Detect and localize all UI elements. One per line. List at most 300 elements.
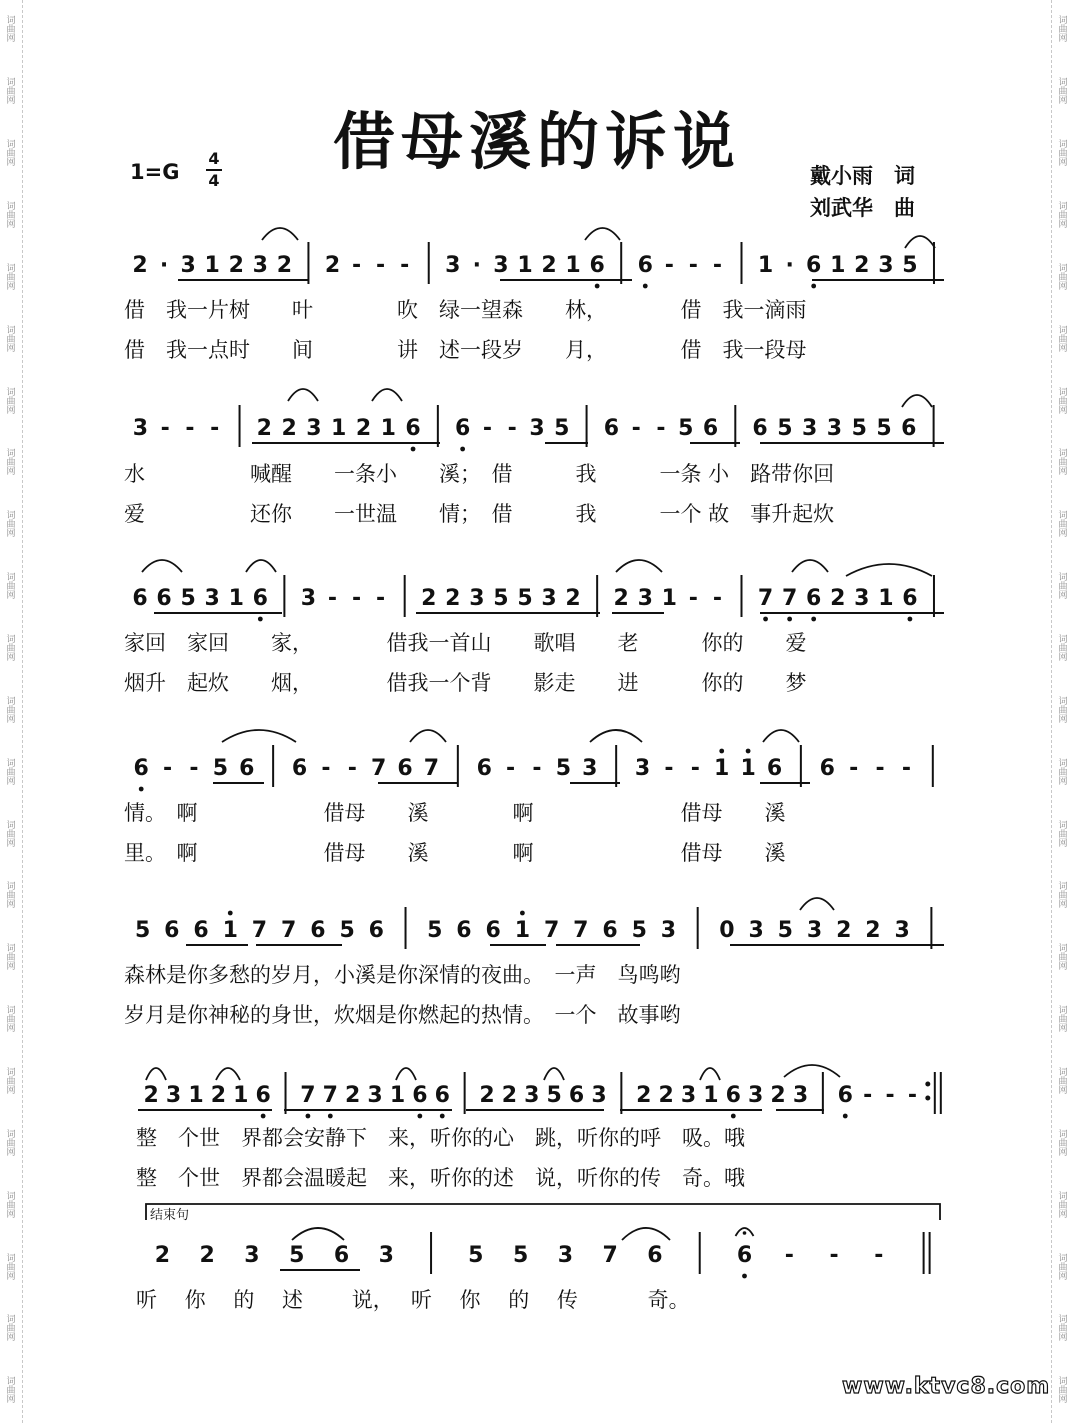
note: 0 <box>719 918 735 943</box>
time-signature-bottom: 4 <box>208 171 220 190</box>
slur <box>700 1068 720 1080</box>
note: 2 <box>210 1083 227 1108</box>
edge-mark: 词曲网 <box>6 1253 16 1282</box>
note: 6 <box>736 1243 753 1268</box>
note: 2 <box>613 586 629 611</box>
note: - <box>347 756 357 781</box>
note: 5 <box>631 918 647 943</box>
edge-mark: 词曲网 <box>1058 820 1068 849</box>
note: 5 <box>902 253 918 278</box>
upper-octave-dot <box>228 911 233 916</box>
note: - <box>376 253 386 278</box>
lyric-line: 整 个世 界都会温暖起 来，听你的述 说，听你的传 奇。哦 <box>136 1166 745 1190</box>
note: 5 <box>289 1243 305 1268</box>
note: 7 <box>251 918 268 943</box>
note: 3 <box>180 253 196 278</box>
note: - <box>482 416 492 441</box>
note: 3 <box>557 1243 574 1268</box>
slur <box>396 1068 416 1080</box>
note: 2 <box>865 918 881 943</box>
note: 6 <box>133 756 149 781</box>
time-signature-top: 4 <box>208 149 220 168</box>
slur <box>622 1228 670 1240</box>
note: - <box>688 586 698 611</box>
note: 5 <box>554 416 570 441</box>
note: 2 <box>276 253 293 278</box>
note: 3 <box>894 918 910 943</box>
edge-mark: 词曲网 <box>6 882 16 911</box>
note: · <box>785 253 794 278</box>
note: 6 <box>255 1083 271 1108</box>
site-watermark: www.ktvc8.com <box>842 1374 1051 1399</box>
note: - <box>400 253 410 278</box>
edge-mark: 词曲网 <box>6 78 16 107</box>
note: 7 <box>602 1243 618 1268</box>
note: 1 <box>714 756 730 781</box>
ending-label: 结束句 <box>150 1208 190 1223</box>
edge-mark: 词曲网 <box>1058 758 1068 787</box>
lyricist-credit: 戴小雨 词 <box>810 164 915 188</box>
note: 5 <box>851 416 867 441</box>
note: - <box>532 756 542 781</box>
note: 6 <box>752 416 768 441</box>
edge-mark: 词曲网 <box>6 944 16 973</box>
note: 3 <box>378 1243 394 1268</box>
edge-mark: 词曲网 <box>6 1068 16 1097</box>
slur <box>784 1065 840 1077</box>
note: 5 <box>180 586 196 611</box>
note: - <box>712 586 723 611</box>
repeat-dot <box>925 1096 930 1101</box>
slur <box>846 564 932 576</box>
slur <box>800 898 834 910</box>
edge-mark: 词曲网 <box>1058 944 1068 973</box>
repeat-dot <box>925 1082 930 1087</box>
note: 6 <box>368 918 384 943</box>
note: 3 <box>204 586 220 611</box>
note: 3 <box>367 1083 383 1108</box>
lower-octave-dot <box>742 1274 747 1279</box>
note: 1 <box>389 1083 406 1108</box>
lower-octave-dot <box>787 617 792 622</box>
note: 2 <box>836 918 852 943</box>
note: - <box>784 1243 794 1268</box>
note: 3 <box>252 253 268 278</box>
edge-mark: 词曲网 <box>6 202 16 230</box>
lyric-line: 森林是你多愁的岁月，小溪是你深情的夜曲。 一声 鸟鸣哟 <box>124 963 681 987</box>
note: 3 <box>541 586 557 611</box>
note: 2 <box>143 1083 159 1108</box>
slur <box>902 395 932 407</box>
note: 7 <box>281 918 297 943</box>
note: - <box>863 1083 873 1108</box>
note: 2 <box>636 1083 652 1108</box>
lower-octave-dot <box>843 1114 848 1119</box>
composer-credit: 刘武华 曲 <box>810 196 915 220</box>
lower-octave-dot <box>811 284 816 289</box>
lower-octave-dot <box>139 787 144 792</box>
note: 6 <box>454 416 471 441</box>
note: 2 <box>228 253 244 278</box>
slur <box>616 560 662 572</box>
edge-mark: 词曲网 <box>1058 325 1068 354</box>
note: 3 <box>493 253 509 278</box>
note: 7 <box>423 756 440 781</box>
note: 7 <box>573 918 589 943</box>
lyric-line: 岁月是你神秘的身世，炊烟是你燃起的热情。 一个 故事哟 <box>124 1003 681 1027</box>
note: 2 <box>355 416 372 441</box>
lyric-line: 听 你 的 述 说， 听 你 的 传 奇。 <box>136 1288 690 1312</box>
lyric-line: 爱 还你 一世温 情； 借 我 一个 故 事升起炊 <box>124 502 835 526</box>
note: 3 <box>680 1083 697 1108</box>
note: 1 <box>565 253 581 278</box>
edge-mark: 词曲网 <box>6 696 16 725</box>
note: 2 <box>501 1083 518 1108</box>
note: 6 <box>902 586 918 611</box>
slur <box>544 1068 564 1080</box>
lyric-line: 借 我一片树 叶 吹 绿一望森 林， 借 我一滴雨 <box>124 298 807 322</box>
note: 6 <box>602 918 618 943</box>
note: 2 <box>770 1083 786 1108</box>
note: 1 <box>878 586 894 611</box>
note: 1 <box>517 253 533 278</box>
note: - <box>185 416 195 441</box>
note: 3 <box>445 253 461 278</box>
edge-mark: 词曲网 <box>6 1315 16 1344</box>
note: 6 <box>485 918 501 943</box>
note: 6 <box>164 918 180 943</box>
note: 5 <box>777 918 793 943</box>
edge-mark: 词曲网 <box>1058 511 1068 540</box>
lower-octave-dot <box>261 1114 266 1119</box>
slur <box>262 228 298 240</box>
note: - <box>351 253 362 278</box>
note: 2 <box>132 253 148 278</box>
note: · <box>472 253 482 278</box>
note: - <box>901 756 911 781</box>
lyric-line: 整 个世 界都会安静下 来，听你的心 跳，听你的呼 吸。哦 <box>136 1126 745 1150</box>
edge-mark: 词曲网 <box>1058 696 1068 725</box>
edge-mark: 词曲网 <box>6 820 16 849</box>
slur <box>905 236 935 248</box>
note: 6 <box>193 918 209 943</box>
edge-mark: 词曲网 <box>1058 202 1068 230</box>
edge-mark: 词曲网 <box>1058 449 1068 478</box>
note: - <box>849 756 859 781</box>
note: 6 <box>702 416 719 441</box>
edge-mark: 词曲网 <box>1058 16 1068 45</box>
lower-octave-dot <box>643 284 648 289</box>
note: 5 <box>876 416 892 441</box>
note: 5 <box>546 1083 562 1108</box>
note: 1 <box>188 1083 204 1108</box>
note: 2 <box>345 1083 361 1108</box>
edge-mark: 词曲网 <box>6 1129 16 1158</box>
note: 1 <box>380 416 396 441</box>
note: 1 <box>661 586 677 611</box>
note: 2 <box>421 586 437 611</box>
note: 3 <box>132 416 149 441</box>
note: 2 <box>281 416 297 441</box>
slur <box>590 730 642 742</box>
note: 3 <box>748 918 764 943</box>
edge-mark: 词曲网 <box>1058 387 1068 416</box>
note: 6 <box>725 1083 741 1108</box>
slur <box>410 730 446 742</box>
note: 3 <box>634 756 651 781</box>
note: 3 <box>660 918 677 943</box>
note: 2 <box>324 253 341 278</box>
note: 6 <box>456 918 472 943</box>
note: 6 <box>310 918 326 943</box>
note: 2 <box>154 1243 171 1268</box>
note: 5 <box>555 756 572 781</box>
lower-octave-dot <box>328 1114 333 1119</box>
note: 6 <box>132 586 148 611</box>
note: 5 <box>777 416 793 441</box>
note: 6 <box>333 1243 350 1268</box>
note: - <box>656 416 666 441</box>
note: 3 <box>306 416 322 441</box>
note: 6 <box>637 253 653 278</box>
note: - <box>664 253 674 278</box>
note: 3 <box>300 586 317 611</box>
edge-mark: 词曲网 <box>6 387 16 416</box>
lyric-line: 水 喊醒 一条小 溪； 借 我 一条 小 路带你回 <box>124 462 835 486</box>
lyric-line: 里。 啊 借母 溪 啊 借母 溪 <box>124 841 786 865</box>
note: 7 <box>781 586 798 611</box>
ending-bracket <box>146 1204 940 1220</box>
slur <box>585 228 620 240</box>
note: 5 <box>212 756 229 781</box>
note: 1 <box>204 253 220 278</box>
note: 2 <box>541 253 557 278</box>
lower-octave-dot <box>411 447 416 452</box>
edge-mark: 词曲网 <box>1058 1068 1068 1097</box>
note: 3 <box>469 586 485 611</box>
note: 7 <box>371 756 387 781</box>
note: 2 <box>830 586 846 611</box>
edge-mark: 词曲网 <box>6 635 16 664</box>
note: 6 <box>819 756 835 781</box>
note: - <box>189 756 199 781</box>
edge-mark: 词曲网 <box>6 1006 16 1035</box>
note: 3 <box>792 1083 809 1108</box>
edge-mark: 词曲网 <box>1058 78 1068 107</box>
note: 5 <box>493 586 509 611</box>
note: 6 <box>603 416 620 441</box>
note: 6 <box>434 1083 450 1108</box>
lower-octave-dot <box>306 1114 311 1119</box>
edge-mark: 词曲网 <box>6 511 16 540</box>
edge-mark: 词曲网 <box>1058 573 1068 602</box>
note: 3 <box>582 756 598 781</box>
edge-mark: 词曲网 <box>1058 882 1068 911</box>
lyric-line: 情。 啊 借母 溪 啊 借母 溪 <box>124 801 786 825</box>
lower-octave-dot <box>440 1114 445 1119</box>
upper-octave-dot <box>719 749 724 754</box>
note: - <box>875 756 885 781</box>
lyric-line: 借 我一点时 间 讲 述一段岁 月， 借 我一段母 <box>124 338 807 362</box>
upper-octave-dot <box>746 749 751 754</box>
note: - <box>327 586 338 611</box>
note: 3 <box>854 586 870 611</box>
note: 5 <box>678 416 694 441</box>
note: 1 <box>228 586 244 611</box>
edge-mark: 词曲网 <box>1058 1315 1068 1344</box>
slur <box>146 1068 166 1080</box>
edge-mark: 词曲网 <box>6 140 16 169</box>
note: 2 <box>854 253 870 278</box>
lower-octave-dot <box>417 1114 422 1119</box>
slur <box>763 730 799 742</box>
note: - <box>631 416 641 441</box>
slur <box>288 389 318 401</box>
edge-mark: 词曲网 <box>6 1191 16 1220</box>
note: 6 <box>405 416 421 441</box>
lower-octave-dot <box>731 1114 736 1119</box>
note: 5 <box>468 1243 484 1268</box>
note: 6 <box>476 756 492 781</box>
edge-mark: 词曲网 <box>1058 263 1068 292</box>
note: 7 <box>322 1083 338 1108</box>
note: 3 <box>748 1083 764 1108</box>
note: - <box>690 756 700 781</box>
lyric-line: 家回 家回 家， 借我一首山 歌唱 老 你的 爱 <box>124 631 807 655</box>
note: 6 <box>412 1083 428 1108</box>
note: 5 <box>512 1243 529 1268</box>
note: 1 <box>233 1083 249 1108</box>
edge-mark: 词曲网 <box>6 1377 16 1406</box>
note: 1 <box>331 416 347 441</box>
fermata-dot <box>743 1231 747 1235</box>
edge-mark: 词曲网 <box>1058 140 1068 169</box>
note: - <box>829 1243 839 1268</box>
note: 2 <box>658 1083 674 1108</box>
note: 3 <box>802 416 818 441</box>
slur <box>222 730 296 742</box>
note: - <box>688 253 698 278</box>
note: - <box>351 586 362 611</box>
edge-mark: 词曲网 <box>1058 1006 1068 1035</box>
note: 2 <box>256 416 272 441</box>
edge-mark: 词曲网 <box>1058 1129 1068 1158</box>
note: - <box>506 756 516 781</box>
note: 2 <box>565 586 581 611</box>
note: 3 <box>165 1083 182 1108</box>
note: 7 <box>543 918 560 943</box>
note: - <box>160 416 170 441</box>
note: 1 <box>222 918 238 943</box>
note: 6 <box>252 586 268 611</box>
note: · <box>159 253 169 278</box>
slur <box>792 560 828 572</box>
lower-octave-dot <box>595 284 600 289</box>
slur <box>292 1228 344 1240</box>
note: - <box>885 1083 895 1108</box>
note: 2 <box>445 586 461 611</box>
note: - <box>874 1243 884 1268</box>
note: 6 <box>766 756 783 781</box>
note: 3 <box>591 1083 607 1108</box>
note: - <box>210 416 220 441</box>
note: 6 <box>568 1083 585 1108</box>
note: 5 <box>427 918 443 943</box>
note: - <box>163 756 173 781</box>
note: 6 <box>901 416 917 441</box>
lyric-line: 烟升 起炊 烟， 借我一个背 影走 进 你的 梦 <box>124 671 807 695</box>
slur <box>372 389 402 401</box>
note: 6 <box>837 1083 853 1108</box>
note: 3 <box>529 416 545 441</box>
upper-octave-dot <box>520 911 525 916</box>
note: 5 <box>339 918 355 943</box>
lower-octave-dot <box>908 617 913 622</box>
edge-mark: 词曲网 <box>6 263 16 292</box>
note: - <box>376 586 386 611</box>
note: 6 <box>647 1243 663 1268</box>
note: 6 <box>589 253 605 278</box>
edge-mark: 词曲网 <box>6 449 16 478</box>
edge-mark: 词曲网 <box>6 16 16 45</box>
note: - <box>712 253 723 278</box>
note: - <box>507 416 517 441</box>
note: 6 <box>156 586 172 611</box>
note: 1 <box>830 253 846 278</box>
note: 3 <box>524 1083 540 1108</box>
lower-octave-dot <box>460 447 465 452</box>
note: - <box>664 756 674 781</box>
note: 1 <box>740 756 756 781</box>
note: 7 <box>300 1083 316 1108</box>
edge-mark: 词曲网 <box>1058 635 1068 664</box>
edge-mark: 词曲网 <box>6 573 16 602</box>
note: 7 <box>757 586 774 611</box>
note: 1 <box>703 1083 719 1108</box>
edge-mark: 词曲网 <box>6 325 16 354</box>
note: 6 <box>239 756 255 781</box>
note: 3 <box>878 253 894 278</box>
note: - <box>907 1083 917 1108</box>
edge-mark: 词曲网 <box>1058 1377 1068 1406</box>
note: 1 <box>514 918 531 943</box>
note: 6 <box>806 586 822 611</box>
note: 6 <box>806 253 822 278</box>
note: 3 <box>806 918 823 943</box>
lower-octave-dot <box>763 617 768 622</box>
slur <box>216 1068 240 1080</box>
note: 5 <box>134 918 151 943</box>
note: 2 <box>479 1083 495 1108</box>
edge-mark: 词曲网 <box>6 758 16 787</box>
lower-octave-dot <box>811 617 816 622</box>
note: 3 <box>637 586 653 611</box>
slur <box>142 560 182 572</box>
song-title: 借母溪的诉说 <box>332 105 741 178</box>
note: 3 <box>244 1243 260 1268</box>
note: 5 <box>517 586 533 611</box>
note: 2 <box>199 1243 215 1268</box>
key-signature: 1=G <box>130 160 180 184</box>
note: 6 <box>291 756 308 781</box>
edge-mark: 词曲网 <box>1058 1253 1068 1282</box>
lower-octave-dot <box>258 617 263 622</box>
note: - <box>321 756 331 781</box>
slur <box>246 560 276 572</box>
edge-mark: 词曲网 <box>1058 1191 1068 1220</box>
note: 6 <box>397 756 413 781</box>
note: 3 <box>826 416 843 441</box>
